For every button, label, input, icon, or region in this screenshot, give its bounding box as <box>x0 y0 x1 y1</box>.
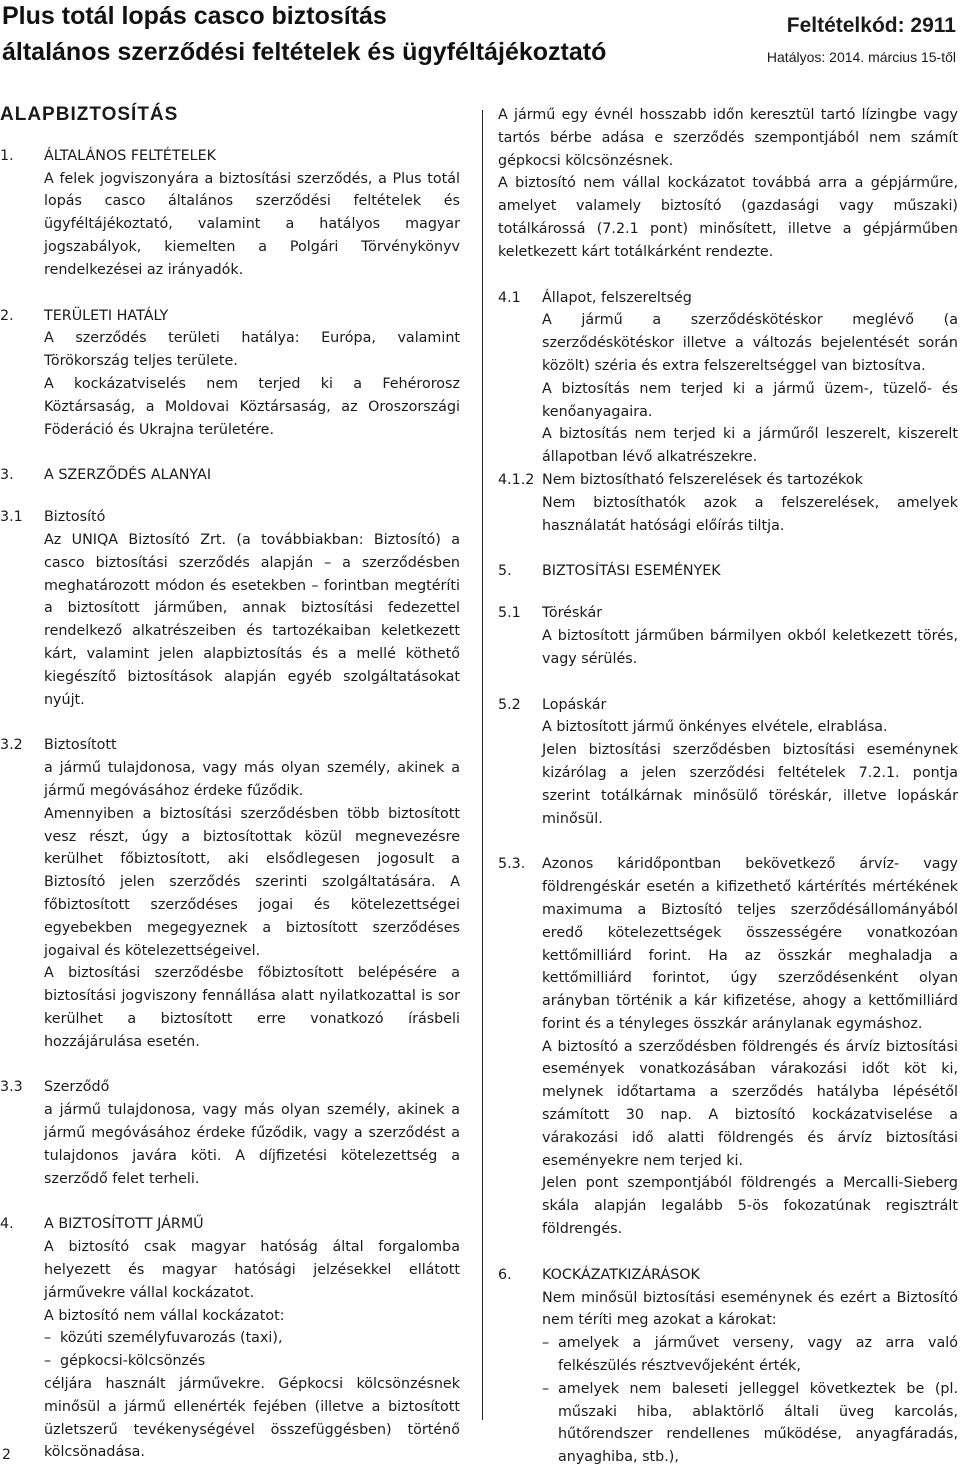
section-heading: Töréskár <box>542 605 603 622</box>
list-item: – amelyek a járművet verseny, vagy az arra való felkészülés résztvevőjeként érték, <box>542 1335 958 1375</box>
section-number: 4. <box>0 1216 14 1233</box>
section-number: 5.2 <box>498 696 521 713</box>
page-number: 2 <box>2 1447 11 1463</box>
paragraph: Nem minősül biztosítási eseménynek és ezért a Biztosító nem téríti meg azokat a károkat: <box>542 1289 958 1329</box>
section-3 <box>0 464 460 487</box>
section-heading: Nem biztosítható felszerelések és tartozékok <box>542 471 863 488</box>
paragraph: Azonos káridőpontban bekövetkező árvíz- vagy földrengéskár esetén a kifizethető kártérítés mértékének maximuma a Biztosító teljes szerződésállományából eredő kötelezettségek összességére vonatkozóan kettőmilliárd forint. Ha az összkár meghaladja a kettőmilliárd forintot, úgy szerződésenként olyan arányban történik a kár kifizetése, ahogy a kettőmilliárd forint és a tényleges összkár aránylanak egymáshoz. <box>542 856 958 1032</box>
paragraph: A biztosító nem vállal kockázatot: <box>44 1307 285 1324</box>
paragraph: a jármű tulajdonosa, vagy más olyan személy, akinek a jármű megóvásához érdeke fűződik. <box>44 760 460 799</box>
list-item: – közúti személyfuvarozás (taxi), <box>44 1330 283 1347</box>
section-number: 5.3. <box>498 856 526 873</box>
section-4-1-2 <box>498 469 958 537</box>
section-number: 3.1 <box>0 509 23 526</box>
section-4-1 <box>498 287 958 469</box>
section-number: 3. <box>0 467 14 484</box>
section-number: 1. <box>0 147 14 164</box>
section-heading: A SZERZŐDÉS ALANYAI <box>44 467 212 484</box>
paragraph: A biztosító csak magyar hatóság által forgalomba helyezett és magyar hatósági jelzésekkel ellátott járművekre vállal kockázatot. <box>44 1239 460 1301</box>
list-item: – gépkocsi-kölcsönzés <box>44 1353 206 1370</box>
paragraph: a jármű tulajdonosa, vagy más olyan személy, akinek a jármű megóvásához érdeke fűződik, vagy a szerződést a tulajdonos javára köti. A díjfizetési kötelezettség a szerződő felet terheli. <box>44 1102 460 1187</box>
paragraph: Jelen biztosítási szerződésben biztosítási eseménynek kizárólag a jelen szerződési feltételek 7.2.1. pontja szerint totálkárnak minősülő töréskár, illetve lopáskár minősül. <box>542 742 958 827</box>
section-3-3 <box>0 1076 460 1190</box>
section-number: 4.1.2 <box>498 471 535 488</box>
section-5-3 <box>498 853 958 1241</box>
paragraph: A biztosító a szerződésben földrengés és árvíz biztosítási események vonatkozásában várakozási időt köt ki, melynek időtartama a szerződés hatályba lépésétől számított 30 nap. A biztosító kockázatviselése a várakozási idő alatti földrengés és árvíz biztosítási eseményekre nem terjed ki. <box>542 1038 958 1169</box>
section-5-2 <box>498 694 958 831</box>
section-heading: A BIZTOSÍTOTT JÁRMŰ <box>44 1216 204 1233</box>
paragraph: Az UNIQA Biztosító Zrt. (a továbbiakban: Biztosító) a casco biztosítási szerződés alapján – a szerződésben meghatározott módon és esetekben – forintban megtéríti a biztosított járműben, annak biztosítási fedezettel rendelkező alkatrészeiben és tartozékaiban keletkezett kárt, valamint jelen alapbiztosítás és a mellé köthető kiegészítő biztosítások alapján egyéb szolgáltatásokat nyújt. <box>44 531 460 708</box>
paragraph: A biztosított jármű önkényes elvétele, elrablása. <box>542 719 888 736</box>
paragraph: A biztosító nem vállal kockázatot továbbá arra a gépjárműre, amelyet valamely biztosító (gazdasági vagy műszaki) totálkárossá (7.2.1 pont) minősített, illetve a gépjárműben keletkezett kárt totálkárként rendezte. <box>498 175 958 260</box>
paragraph: A felek jogviszonyára a biztosítási szerződés, a Plus totál lopás casco általános szerződési feltételek és ügyféltájékoztató, valamint a hatályos magyar jogszabályok, kiemelten a Polgári Törvénykönyv rendelkezései az irányadók. <box>44 170 460 278</box>
section-3-1 <box>0 506 460 711</box>
section-heading: ÁLTALÁNOS FELTÉTELEK <box>44 147 216 164</box>
paragraph: Amennyiben a biztosítási szerződésben több biztosított vesz részt, úgy a biztosítottak közül megnevezésre kerülhet főbiztosított, aki elsődlegesen jogosult a Biztosító jelen szerződés szerinti szolgáltatására. A főbiztosított szerződéses jogai és kötelezettségei egyebekben megegyeznek a biztosított szerződéses jogaival és kötelezettségeivel. <box>44 805 460 959</box>
section-number: 3.2 <box>0 737 23 754</box>
section-number: 5.1 <box>498 605 521 622</box>
condition-code: Feltételkód: 2911 <box>786 14 956 37</box>
section-number: 3.3 <box>0 1079 23 1096</box>
paragraph: A kockázatviselés nem terjed ki a Fehérorosz Köztársaság, a Moldovai Köztársaság, az Oroszországi Föderáció és Ukrajna területére. <box>44 375 460 438</box>
section-heading: TERÜLETI HATÁLY <box>44 307 169 324</box>
document-title-line2: általános szerződési feltételek és ügyféltájékoztató <box>2 38 607 66</box>
paragraph: A jármű a szerződéskötéskor meglévő (a szerződéskötéskor illetve a változás bejelentését során közölt) szériа és extra felszereltséggel van biztosítva. <box>542 312 958 374</box>
section-4 <box>0 1213 460 1464</box>
section-number: 5. <box>498 563 512 580</box>
section-heading: KOCKÁZATKIZÁRÁSOK <box>542 1266 700 1283</box>
section-heading: Lopáskár <box>542 696 607 713</box>
paragraph: Jelen pont szempontjából földrengés a Mercalli-Sieberg skála alapján legalább 5-ös fokozatúnak regisztrált földrengés. <box>542 1175 958 1238</box>
page-header <box>0 0 960 80</box>
section-6 <box>498 1264 958 1469</box>
document-title-line1: Plus totál lopás casco biztosítás <box>2 2 387 30</box>
continued-text <box>498 104 958 264</box>
section-number: 6. <box>498 1266 512 1283</box>
section-number: 4.1 <box>498 289 521 306</box>
effective-date: Hatályos: 2014. március 15-től <box>766 49 956 65</box>
section-heading: Szerződő <box>44 1079 110 1096</box>
section-heading: Biztosított <box>44 737 117 754</box>
left-column <box>0 100 460 1464</box>
section-5-1 <box>498 602 958 670</box>
section-heading: Biztosító <box>44 509 106 526</box>
right-column <box>498 104 958 1469</box>
paragraph: A biztosítási szerződésbe főbiztosított belépésére a biztosítási jogviszony fennállása alatt nyilatkozattal is sor kerülhet a biztosított erre vonatkozó írásbeli hozzájárulása esetén. <box>44 965 460 1050</box>
section-3-2 <box>0 734 460 1053</box>
section-5 <box>498 560 958 583</box>
paragraph: A biztosítás nem terjed ki a jármű üzem-, tüzelő- és kenőanyagaira. <box>542 380 958 420</box>
section-heading: BIZTOSÍTÁSI ESEMÉNYEK <box>542 563 721 580</box>
section-heading: Állapot, felszereltség <box>542 289 692 306</box>
paragraph: A biztosított járműben bármilyen okból keletkezett törés, vagy sérülés. <box>542 627 958 667</box>
paragraph: A biztosítás nem terjed ki a járműről leszerelt, kiszerelt állapotban lévő alkatrészekre. <box>542 426 958 466</box>
section-2 <box>0 305 460 442</box>
column-divider <box>482 110 483 1420</box>
section-title: ALAPBIZTOSÍTÁS <box>0 104 179 125</box>
section-number: 2. <box>0 307 14 324</box>
paragraph: A szerződés területi hatálya: Európa, valamint Törökország teljes területe. <box>44 330 460 370</box>
paragraph: céljára használt járművekre. Gépkocsi kölcsönzésnek minősül a jármű ellenérték fejében (illetve a biztosított üzletszerű tevékenységével összefüggésben) történő kölcsönadása. <box>44 1376 460 1461</box>
paragraph: Nem biztosíthatók azok a felszerelések, amelyek használatát hatósági előírás tiltja. <box>542 494 958 534</box>
paragraph: A jármű egy évnél hosszabb időn keresztül tartó lízingbe vagy tartós bérbe adása e szerződés szempontjából nem számít gépkocsi kölcsönzésnek. <box>498 107 958 169</box>
section-1 <box>0 145 460 282</box>
list-item: – amelyek nem baleseti jelleggel következtek be (pl. műszaki hiba, ablaktörlő általi üveg karcolás, hűtőrendszer rendellenes működése, anyagfáradás, anyaghiba, stb.), <box>542 1380 958 1466</box>
